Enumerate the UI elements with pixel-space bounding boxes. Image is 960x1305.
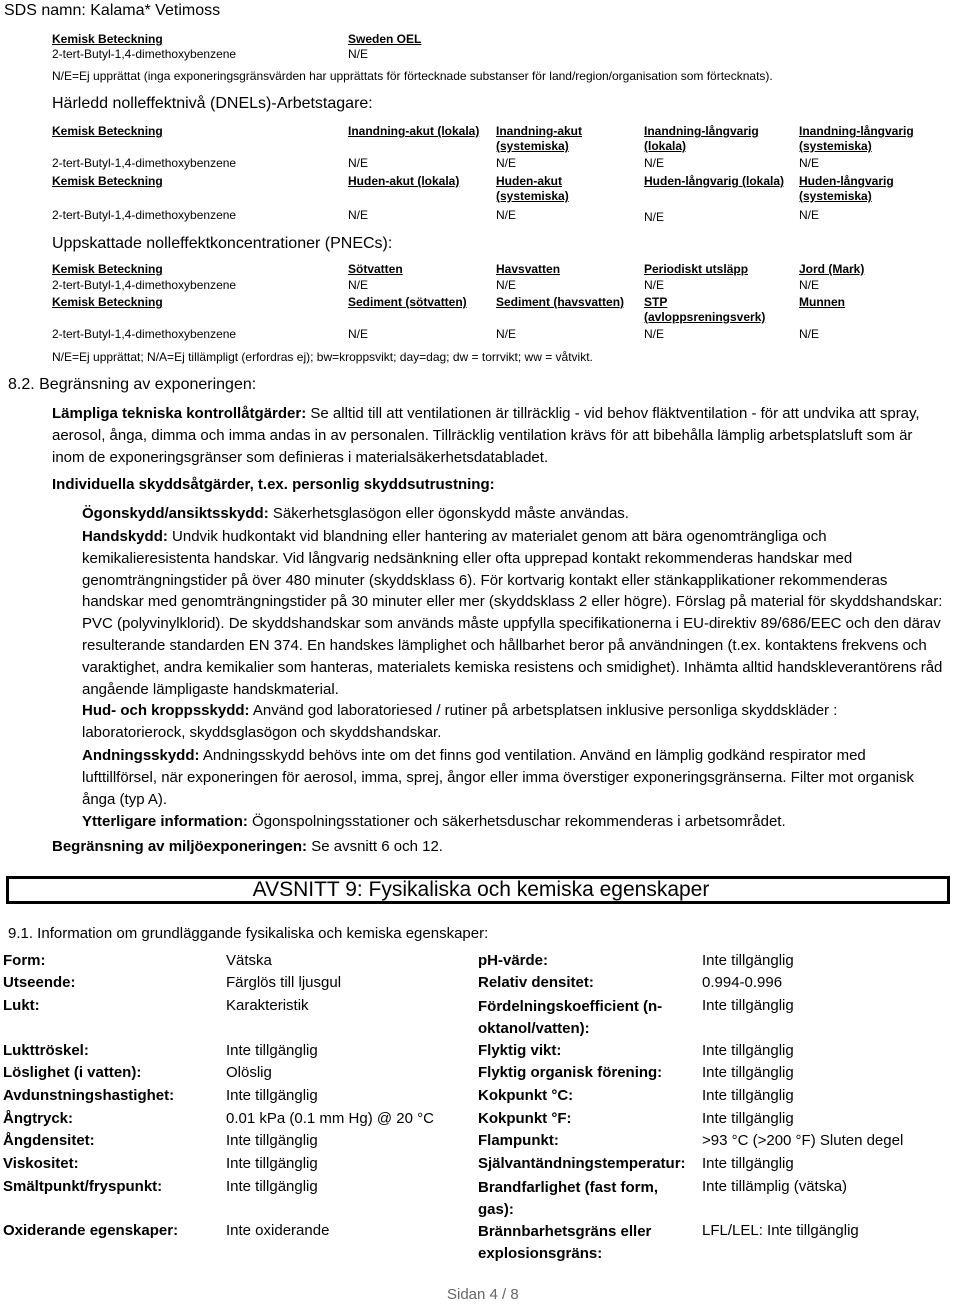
pnec-r1-4: N/E: [799, 278, 820, 292]
respiratory-protection-label: Andningsskydd:: [82, 747, 200, 764]
prop-right-label: Flampunkt:: [478, 1132, 559, 1149]
prop-left-label: Form:: [3, 952, 46, 969]
dnel-skin-c3: N/E: [644, 210, 665, 224]
pnec-r2-0: 2-tert-Butyl-1,4-dimethoxybenzene: [52, 327, 237, 341]
eye-protection: [82, 503, 942, 525]
dnel-skin-h0: Kemisk Beteckning: [52, 174, 163, 188]
section-8-2-heading: 8.2. Begränsning av exponeringen:: [8, 376, 257, 393]
prop-right-label: Brännbarhetsgräns eller explosionsgräns:: [478, 1223, 652, 1262]
page-number: Sidan 4 / 8: [447, 1286, 519, 1303]
prop-right-label: Självantändningstemperatur:: [478, 1155, 686, 1172]
prop-right-value: Inte tillgänglig: [702, 1110, 794, 1127]
prop-right-value: 0.994-0.996: [702, 974, 783, 991]
oel-header-chemical: Kemisk Beteckning: [52, 32, 163, 46]
pnec-r1-3: N/E: [644, 278, 665, 292]
dnel-inh-c2: N/E: [496, 156, 517, 170]
prop-left-label: Ångdensitet:: [3, 1132, 95, 1149]
pnec-r2-4: N/E: [799, 327, 820, 341]
prop-left-value: Inte tillgänglig: [226, 1155, 318, 1172]
dnel-skin-h2: Huden-akut (systemiska): [496, 174, 569, 203]
pnec-r2-3: N/E: [644, 327, 665, 341]
dnel-skin-c1: N/E: [348, 208, 369, 222]
prop-left-value: Karakteristik: [226, 997, 309, 1014]
engineering-controls-label: Lämpliga tekniska kontrollåtgärder:: [52, 405, 307, 422]
prop-right-label: Kokpunkt °F:: [478, 1110, 572, 1127]
prop-right-label: pH-värde:: [478, 952, 549, 969]
prop-right-value: Inte tillgänglig: [702, 1087, 794, 1104]
dnel-inh-h0: Kemisk Beteckning: [52, 124, 163, 138]
prop-left-value: Inte tillgänglig: [226, 1132, 318, 1149]
ppe-heading: Individuella skyddsåtgärder, t.ex. personlig skyddsutrustning:: [52, 476, 495, 493]
prop-left-label: Viskositet:: [3, 1155, 79, 1172]
pnec-r1-2: N/E: [496, 278, 517, 292]
pnec-h2-2: Sediment (havsvatten): [496, 295, 625, 309]
body-protection-label: Hud- och kroppsskydd:: [82, 702, 250, 719]
environmental-exposure-label: Begränsning av miljöexponeringen:: [52, 838, 308, 855]
prop-left-label: Löslighet (i vatten):: [3, 1064, 142, 1081]
prop-left-label: Smältpunkt/fryspunkt:: [3, 1178, 163, 1195]
oel-substance: 2-tert-Butyl-1,4-dimethoxybenzene: [52, 47, 237, 61]
prop-right-value: Inte tillgänglig: [702, 1064, 794, 1081]
additional-info-text: Ögonspolningsstationer och säkerhetsduschar rekommenderas i arbetsområdet.: [252, 813, 786, 830]
dnel-inh-h1: Inandning-akut (lokala): [348, 124, 480, 138]
dnel-skin-h1: Huden-akut (lokala): [348, 174, 460, 188]
dnel-inh-c1: N/E: [348, 156, 369, 170]
prop-right-value: Inte tillgänglig: [702, 1155, 794, 1172]
pnec-h1-1: Sötvatten: [348, 262, 403, 276]
document-title: SDS namn: Kalama* Vetimoss: [4, 2, 221, 19]
environmental-exposure-text: Se avsnitt 6 och 12.: [311, 838, 443, 855]
prop-right-value: LFL/LEL: Inte tillgänglig: [702, 1222, 859, 1239]
dnel-skin-c0: 2-tert-Butyl-1,4-dimethoxybenzene: [52, 208, 237, 222]
pnec-h1-4: Jord (Mark): [799, 262, 865, 276]
prop-right-label: Relativ densitet:: [478, 974, 594, 991]
prop-left-label: Lukttröskel:: [3, 1042, 89, 1059]
pnec-r2-1: N/E: [348, 327, 369, 341]
hand-protection-text: Undvik hudkontakt vid blandning eller hantering av materialet genom att bära ogenomträngliga och kemikalieresistenta handskar. Vid långvarig nedsänkning eller ofta upprepad kontakt rekommenderas handskar med genomträngningstider på över 480 minuter (skyddsklass 6). För kortvarig kontakt eller stänkapplikationer rekommenderas handskar med genomträngningstider på 30 minuter eller mer (skyddsklass 2 eller högre). Förslag på material för skyddshandskar: PVC (polyvinylklorid). De skyddshandskar som används måste uppfylla specifikationerna i EU-direktiv 89/686/EEC och den därav resulterande standarden EN 374. En handskes lämplighet och hållbarhet beror på användningen (t.ex. kontaktens frekvens och varaktighet, andra kemikalier som hanteras, materialets kemiska resistens och smidighet). Inhämta alltid handskleverantörens råd angående lämpligaste handskmaterial.: [82, 528, 943, 698]
prop-right-value: Inte tillgänglig: [702, 1042, 794, 1059]
dnel-inh-h2: Inandning-akut (systemiska): [496, 124, 582, 153]
dnel-inh-h4: Inandning-långvarig (systemiska): [799, 124, 914, 153]
prop-right-label: Brandfarlighet (fast form, gas):: [478, 1179, 659, 1218]
prop-left-label: Utseende:: [3, 974, 76, 991]
prop-right-label: Fördelningskoefficient (n-oktanol/vatten):: [478, 998, 663, 1037]
prop-right-value: Inte tillämplig (vätska): [702, 1178, 848, 1195]
pnec-r1-0: 2-tert-Butyl-1,4-dimethoxybenzene: [52, 278, 237, 292]
prop-left-label: Ångtryck:: [3, 1110, 74, 1127]
additional-info-label: Ytterligare information:: [82, 813, 248, 830]
prop-left-label: Oxiderande egenskaper:: [3, 1222, 179, 1239]
respiratory-protection-text: Andningsskydd behövs inte om det finns god ventilation. Använd en lämplig godkänd respirator med lufttillförsel, när exponeringen för aerosol, imma, sprej, ångor eller imma överstiger exponeringsgränserna. Filter mot organisk ånga (typ A).: [82, 747, 915, 808]
prop-right-value: Inte tillgänglig: [702, 997, 794, 1014]
section-9-1-heading: 9.1. Information om grundläggande fysikaliska och kemiska egenskaper:: [8, 925, 489, 942]
prop-right-value: Inte tillgänglig: [702, 952, 794, 969]
engineering-controls-text: Se alltid till att ventilationen är tillräcklig - vid behov fläktventilation - för att undvika att spray, aerosol, ånga, dimma och imma andas in av personalen. Tillräcklig ventilation krävs för att bibehålla lämplig arbetsplatsluft som är inom de exponeringsgränser som definieras i materialsäkerhetsdatabladet.: [52, 405, 920, 466]
prop-left-value: Vätska: [226, 952, 272, 969]
oel-header-sweden: Sweden OEL: [348, 32, 422, 46]
prop-left-label: Avdunstningshastighet:: [3, 1087, 175, 1104]
dnel-inh-h3: Inandning-långvarig (lokala): [644, 124, 759, 153]
prop-left-value: Inte tillgänglig: [226, 1042, 318, 1059]
pnec-note: N/E=Ej upprättat; N/A=Ej tillämpligt (erfordras ej); bw=kroppsvikt; day=dag; dw = torrvikt; ww = våtvikt.: [52, 350, 593, 364]
pnec-heading: Uppskattade nolleffektkoncentrationer (PNECs):: [52, 235, 393, 252]
prop-left-value: Inte tillgänglig: [226, 1087, 318, 1104]
pnec-h1-3: Periodiskt utsläpp: [644, 262, 749, 276]
respiratory-protection: [82, 745, 932, 810]
additional-info: [82, 812, 786, 832]
dnel-inh-c3: N/E: [644, 156, 665, 170]
dnel-skin-c2: N/E: [496, 208, 517, 222]
pnec-h1-0: Kemisk Beteckning: [52, 262, 163, 276]
oel-value: N/E: [348, 47, 369, 61]
dnel-skin-h4: Huden-långvarig (systemiska): [799, 174, 894, 203]
pnec-h2-4: Munnen: [799, 295, 845, 309]
eye-protection-text: Säkerhetsglasögon eller ögonskydd måste användas.: [272, 505, 629, 522]
eye-protection-label: Ögonskydd/ansiktsskydd:: [82, 505, 269, 522]
hand-protection-label: Handskydd:: [82, 528, 168, 545]
prop-left-value: Olöslig: [226, 1064, 272, 1081]
dnel-skin-h3: Huden-långvarig (lokala): [644, 174, 785, 188]
body-protection-text: Använd god laboratoriesed / rutiner på arbetsplatsen inklusive personliga skyddskläder : laboratorierock, skyddsglasögon och skyddshandskar.: [82, 702, 838, 741]
dnel-inh-c0: 2-tert-Butyl-1,4-dimethoxybenzene: [52, 156, 237, 170]
prop-left-value: Inte oxiderande: [226, 1222, 330, 1239]
pnec-r1-1: N/E: [348, 278, 369, 292]
prop-right-value: >93 °C (>200 °F) Sluten degel: [702, 1132, 904, 1149]
engineering-controls: [52, 403, 932, 468]
dnel-heading: Härledd nolleffektnivå (DNELs)-Arbetstagare:: [52, 95, 373, 112]
body-protection: [82, 700, 902, 744]
pnec-h2-0: Kemisk Beteckning: [52, 295, 163, 309]
pnec-h2-1: Sediment (sötvatten): [348, 295, 467, 309]
section-9-banner: [6, 876, 950, 904]
dnel-inh-c4: N/E: [799, 156, 820, 170]
oel-note: N/E=Ej upprättat (inga exponeringsgränsvärden har upprättats för förtecknade substanser för land/region/organisation som förtecknats).: [52, 69, 773, 83]
prop-left-label: Lukt:: [3, 997, 40, 1014]
pnec-h1-2: Havsvatten: [496, 262, 561, 276]
environmental-exposure: [52, 837, 443, 857]
prop-left-value: 0.01 kPa (0.1 mm Hg) @ 20 °C: [226, 1110, 434, 1127]
dnel-skin-c4: N/E: [799, 208, 820, 222]
prop-right-label: Flyktig organisk förening:: [478, 1064, 663, 1081]
prop-left-value: Färglös till ljusgul: [226, 974, 342, 991]
prop-right-label: Kokpunkt °C:: [478, 1087, 574, 1104]
section-9-title: AVSNITT 9: Fysikaliska och kemiska egenskaper: [252, 878, 710, 901]
pnec-r2-2: N/E: [496, 327, 517, 341]
hand-protection: [82, 526, 944, 700]
pnec-h2-3: STP (avloppsreningsverk): [644, 295, 766, 324]
prop-left-value: Inte tillgänglig: [226, 1178, 318, 1195]
prop-right-label: Flyktig vikt:: [478, 1042, 562, 1059]
